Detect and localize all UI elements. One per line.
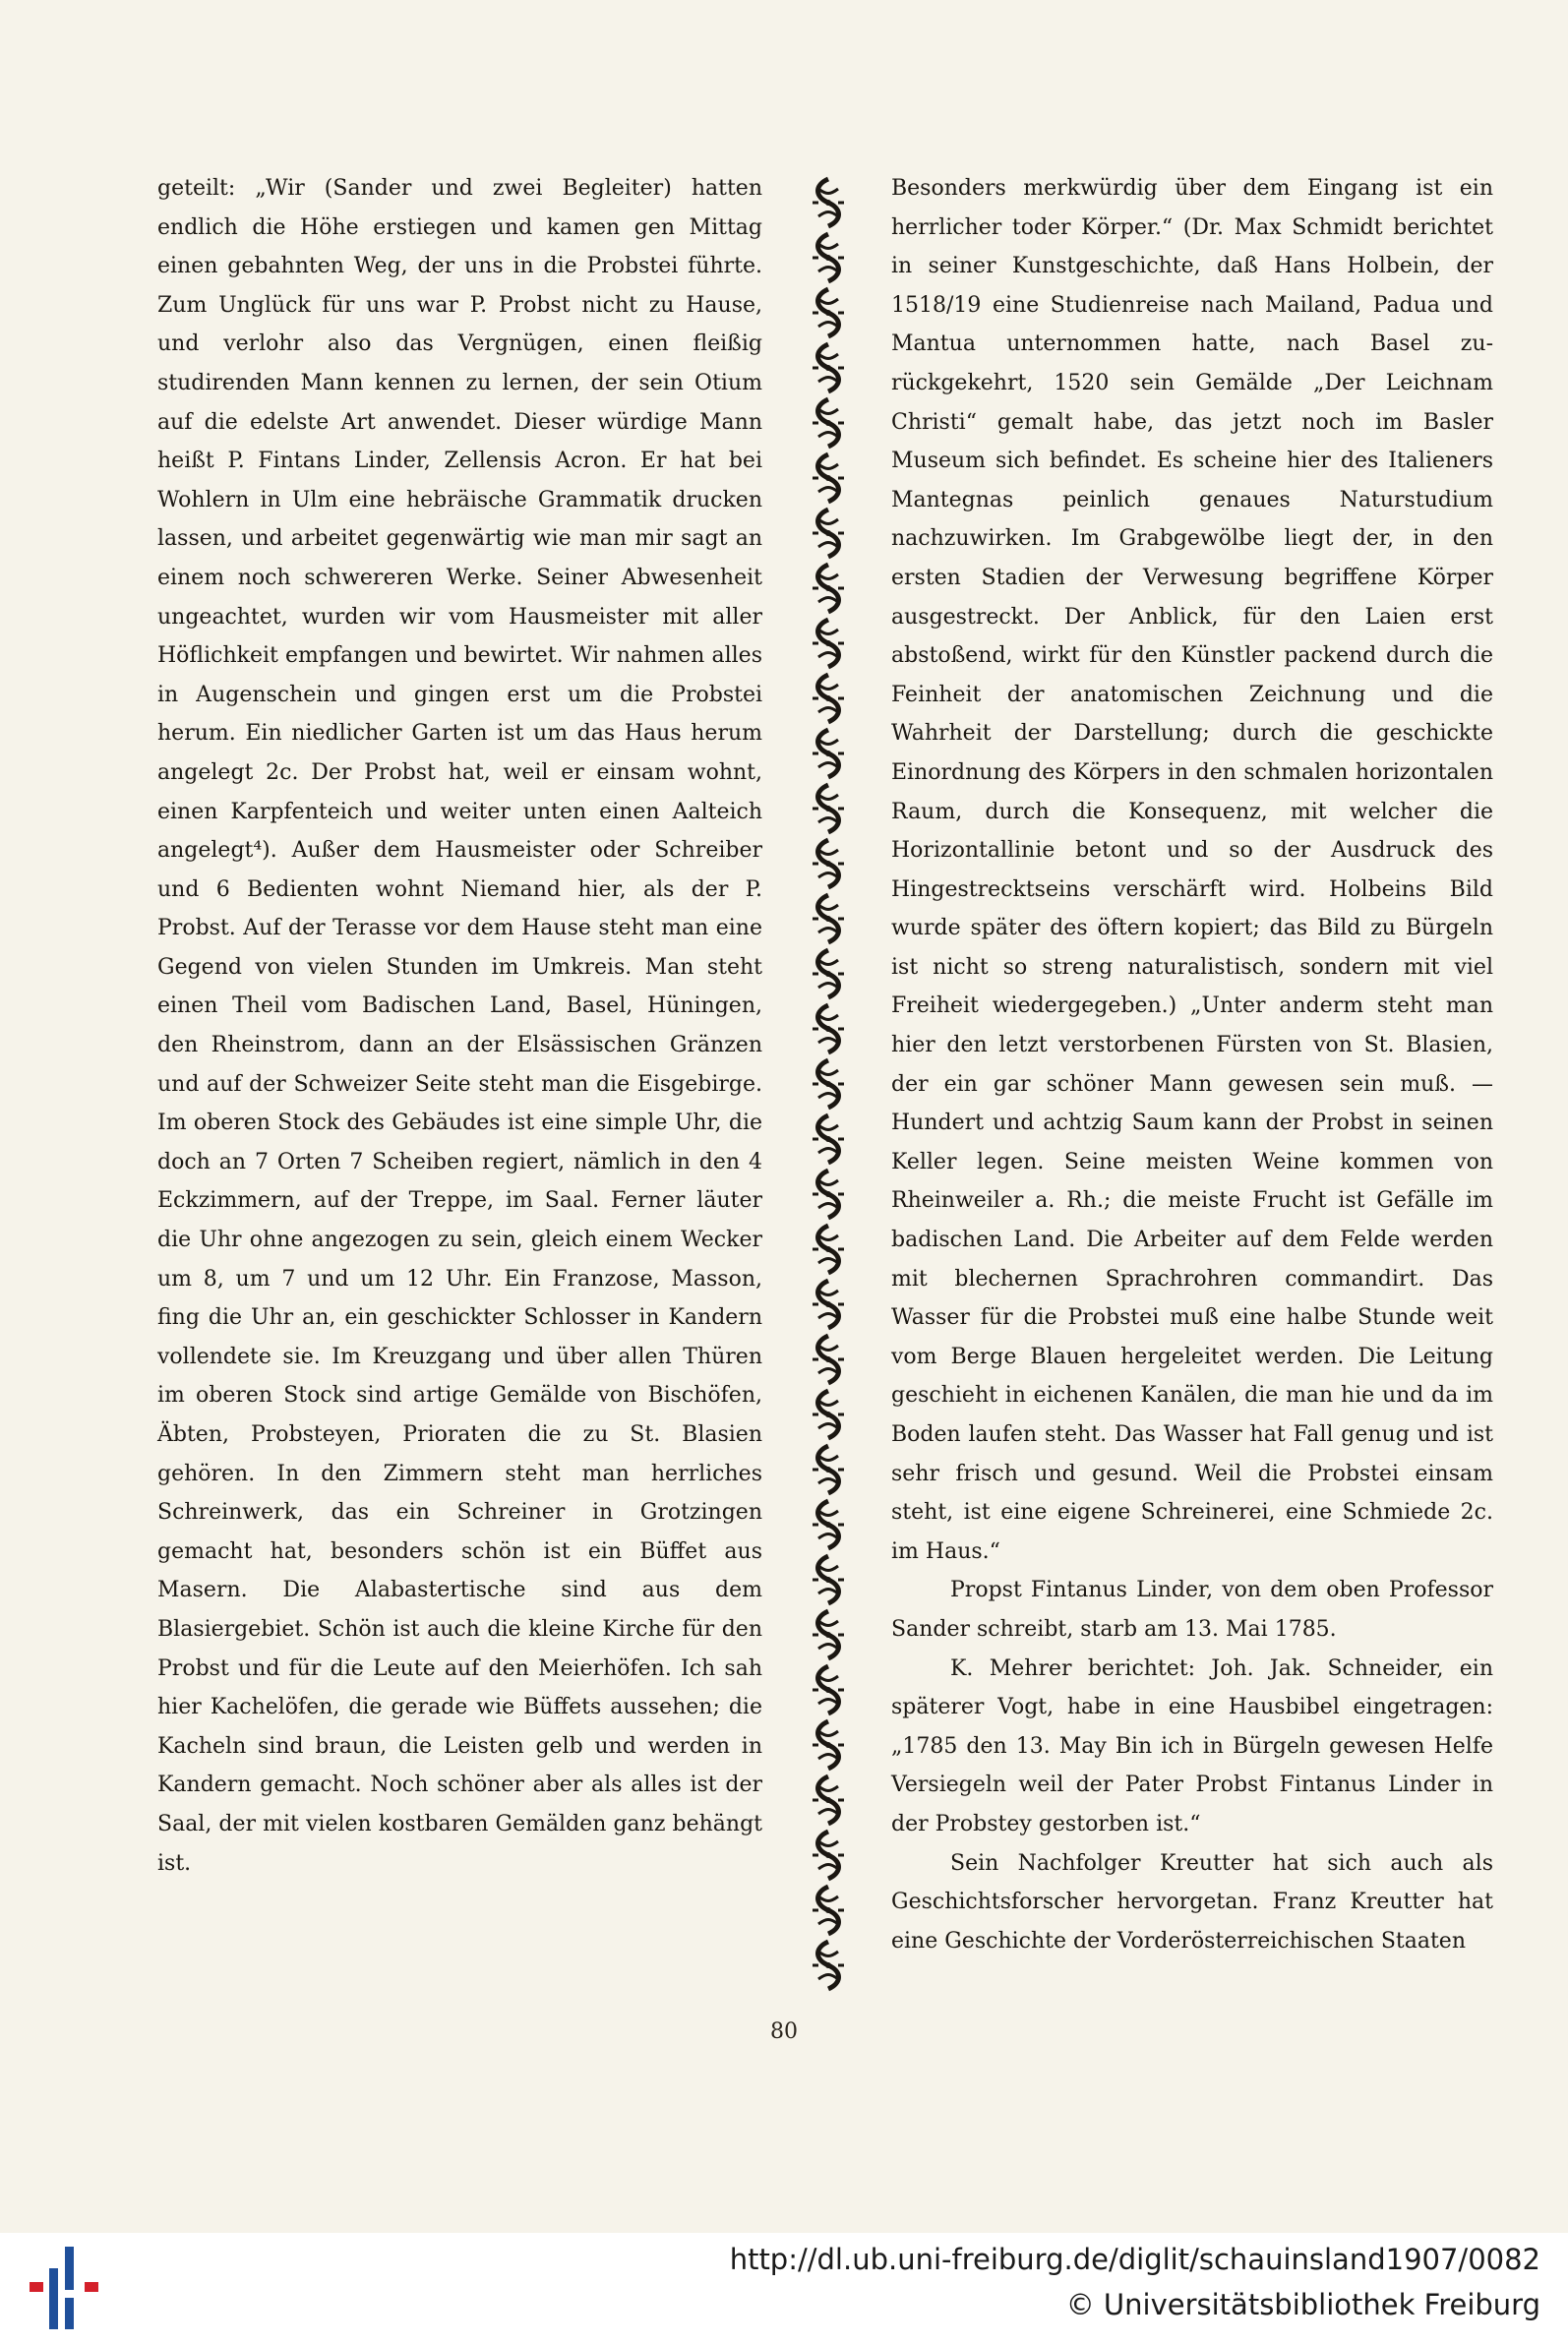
ub-freiburg-logo-icon [30, 2247, 98, 2329]
vertical-ornament-border-icon [805, 175, 852, 1993]
left-text-column [157, 169, 762, 1883]
right-paragraph-4: Sein Nachfolger Kreutter hat sich auch als Geschichtsforscher hervorgetan. Franz Kreutter hat eine Geschichte der Vorderösterreichischen Staaten [891, 1850, 1493, 1954]
right-paragraph-3: K. Mehrer berichtet: Joh. Jak. Schneider, ein späterer Vogt, habe in eine Hausbibel eingetragen: „1785 den 13. May Bin ich in Bürgeln gewesen Helfe Versiegeln weil der Pater Probst Fintanus Linder in der Probstey gestorben ist.“ [891, 1655, 1493, 1836]
footer-url-link[interactable]: http://dl.ub.uni-freiburg.de/diglit/schauinsland1907/0082 [729, 2243, 1540, 2276]
page-number: 80 [770, 2019, 798, 2044]
right-paragraph-1: Besonders merkwürdig über dem Eingang ist ein herrlicher toder Körper.“ (Dr. Max Schmidt berichtet in seiner Kunstgeschichte, daß Hans Holbein, der 1518/19 eine Studienreise nach Mailand, Padua und Mantua unternommen hatte, nach Basel zurückgekehrt, 1520 sein Gemälde „Der Leichnam Christi“ gemalt habe, das jetzt noch im Basler Museum sich befindet. Es scheine hier des Italieners Mantegnas peinlich genaues Naturstudium nachzuwirken. Im Grabgewölbe liegt der, in den ersten Stadien der Verwesung begriffene Körper ausgestreckt. Der Anblick, für den Laien erst abstoßend, wirkt für den Künstler packend durch die Feinheit der anatomischen Zeichnung und die Wahrheit der Darstellung; durch die geschickte Einordnung des Körpers in den schmalen horizontalen Raum, durch die Konsequenz, mit welcher die Horizontallinie betont und so der Ausdruck des Hingestrecktseins verschärft wird. Holbeins Bild wurde später des öftern kopiert; das Bild zu Bürgeln ist nicht so streng naturalistisch, sondern mit viel Freiheit wiedergegeben.) „Unter anderm steht man hier den letzt verstorbenen Fürsten von St. Blasien, der ein gar schöner Mann gewesen sein muß. — Hundert und achtzig Saum kann der Probst in seinen Keller legen. Seine meisten Weine kommen von Rheinweiler a. Rh.; die meiste Frucht ist Gefälle im badischen Land. Die Arbeiter auf dem Felde werden mit blechernen Sprachrohren commandirt. Das Wasser für die Probstei muß eine halbe Stunde weit vom Berge Blauen hergeleitet werden. Die Leitung geschieht in eichenen Kanälen, die man hie und da im Boden laufen steht. Das Wasser hat Fall genug und ist sehr frisch und gesund. Weil die Probstei einsam steht, ist eine eigene Schreinerei, eine Schmiede 2c. im Haus.“ [891, 176, 1493, 1564]
footer-copyright: © Universitätsbibliothek Freiburg [1065, 2288, 1540, 2321]
left-paragraph-1: geteilt: „Wir (Sander und zwei Begleiter) hatten endlich die Höhe erstiegen und kamen gen Mittag einen gebahnten Weg, der uns in die Probstei führte. Zum Unglück für uns war P. Probst nicht zu Hause, und verlohr also das Vergnügen, einen fleißig studirenden Mann kennen zu lernen, der sein Otium auf die edelste Art anwendet. Dieser würdige Mann heißt P. Fintans Linder, Zellensis Acron. Er hat bei Wohlern in Ulm eine hebräische Grammatik drucken lassen, und arbeitet gegenwärtig wie man mir sagt an einem noch schwereren Werke. Seiner Abwesenheit ungeachtet, wurden wir vom Hausmeister mit aller Höflichkeit empfangen und bewirtet. Wir nahmen alles in Augenschein und gingen erst um die Probstei herum. Ein niedlicher Garten ist um das Haus herum angelegt 2c. Der Probst hat, weil er einsam wohnt, einen Karpfenteich und weiter unten einen Aalteich angelegt⁴). Außer dem Hausmeister oder Schreiber und 6 Bedienten wohnt Niemand hier, als der P. Probst. Auf der Terasse vor dem Hause steht man eine Gegend von vielen Stunden im Umkreis. Man steht einen Theil vom Badischen Land, Basel, Hüningen, den Rheinstrom, dann an der Elsässischen Gränzen und auf der Schweizer Seite steht man die Eisgebirge. Im oberen Stock des Gebäudes ist eine simple Uhr, die doch an 7 Orten 7 Scheiben regiert, nämlich in den 4 Eckzimmern, auf der Treppe, im Saal. Ferner läuter die Uhr ohne angezogen zu sein, gleich einem Wecker um 8, um 7 und um 12 Uhr. Ein Franzose, Masson, fing die Uhr an, ein geschickter Schlosser in Kandern vollendete sie. Im Kreuzgang und über allen Thüren im oberen Stock sind artige Gemälde von Bischöfen, Äbten, Probsteyen, Prioraten die zu St. Blasien gehören. In den Zimmern steht man herrliches Schreinwerk, das ein Schreiner in Grotzingen gemacht hat, besonders schön ist ein Büffet aus Masern. Die Alabastertische sind aus dem Blasiergebiet. Schön ist auch die kleine Kirche für den Probst und für die Leute auf den Meierhöfen. Ich sah hier Kachelöfen, die gerade wie Büffets aussehen; die Kacheln sind braun, die Leisten gelb und werden in Kandern gemacht. Noch schöner aber als alles ist der Saal, der mit vielen kostbaren Gemälden ganz behängt ist. [157, 176, 762, 1876]
right-text-column [891, 169, 1493, 1960]
right-paragraph-2: Propst Fintanus Linder, von dem oben Professor Sander schreibt, starb am 13. Mai 1785. [891, 1578, 1493, 1642]
